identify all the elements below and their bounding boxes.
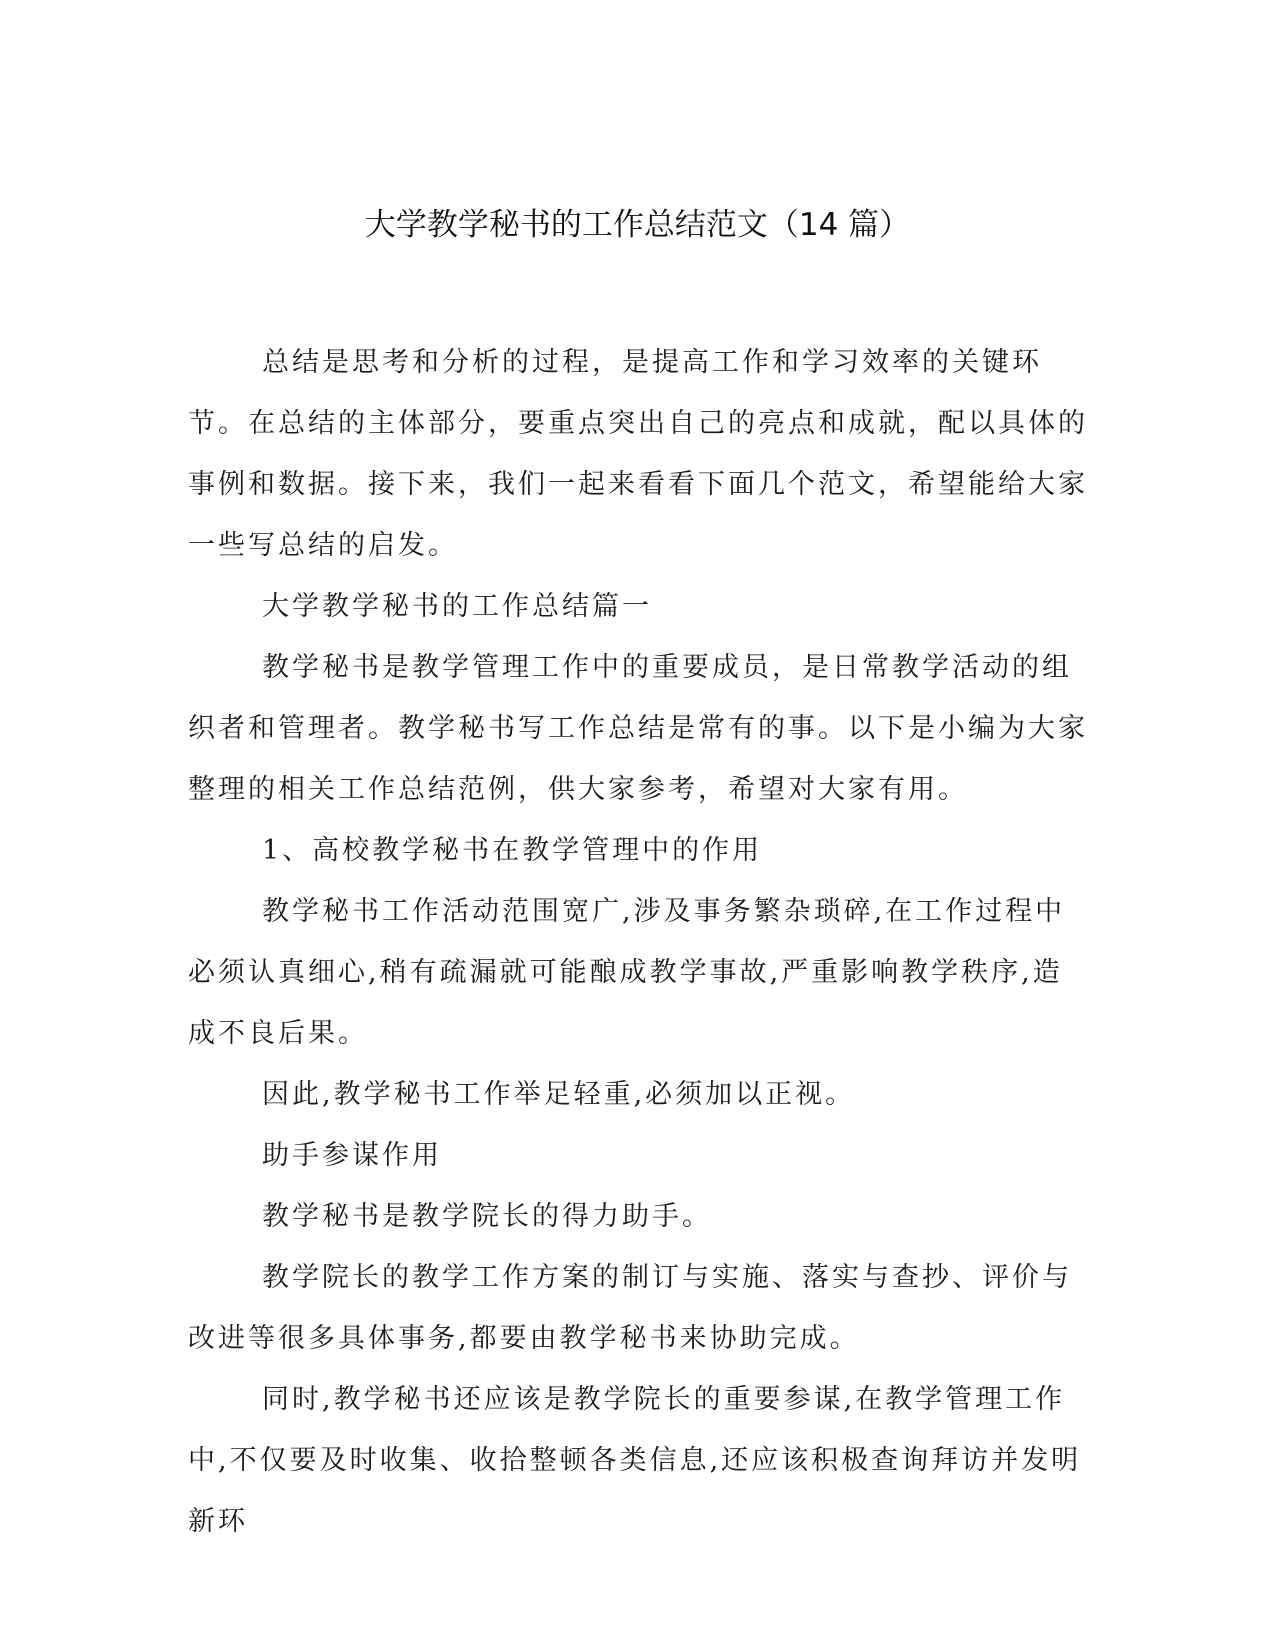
document-title: 大学教学秘书的工作总结范文（14 篇） — [364, 207, 911, 243]
document-body — [188, 332, 1088, 1552]
subsection-heading: 助手参谋作用 — [262, 1140, 442, 1171]
numbered-heading: 1、高校教学秘书在教学管理中的作用 — [262, 835, 763, 866]
section-heading: 大学教学秘书的工作总结篇一 — [262, 591, 652, 622]
body-paragraph: 教学院长的教学工作方案的制订与实施、落实与查抄、评价与改进等很多具体事务,都要由教学秘书来协助完成。 — [188, 1262, 1072, 1354]
body-paragraph: 教学秘书工作活动范围宽广,涉及事务繁杂琐碎,在工作过程中必须认真细心,稍有疏漏就可能酿成教学事故,严重影响教学秩序,造成不良后果。 — [188, 896, 1066, 1049]
body-paragraph: 因此,教学秘书工作举足轻重,必须加以正视。 — [262, 1079, 856, 1110]
body-paragraph: 教学秘书是教学院长的得力助手。 — [262, 1201, 712, 1232]
intro-paragraph: 总结是思考和分析的过程，是提高工作和学习效率的关键环节。在总结的主体部分，要重点突出自己的亮点和成就，配以具体的事例和数据。接下来，我们一起来看看下面几个范文，希望能给大家一些写总结的启发。 — [188, 347, 1088, 561]
body-paragraph: 教学秘书是教学管理工作中的重要成员，是日常教学活动的组织者和管理者。教学秘书写工作总结是常有的事。以下是小编为大家整理的相关工作总结范例，供大家参考，希望对大家有用。 — [188, 652, 1088, 805]
body-paragraph: 同时,教学秘书还应该是教学院长的重要参谋,在教学管理工作中,不仅要及时收集、收拾整顿各类信息,还应该积极查询拜访并发明新环 — [188, 1384, 1082, 1537]
